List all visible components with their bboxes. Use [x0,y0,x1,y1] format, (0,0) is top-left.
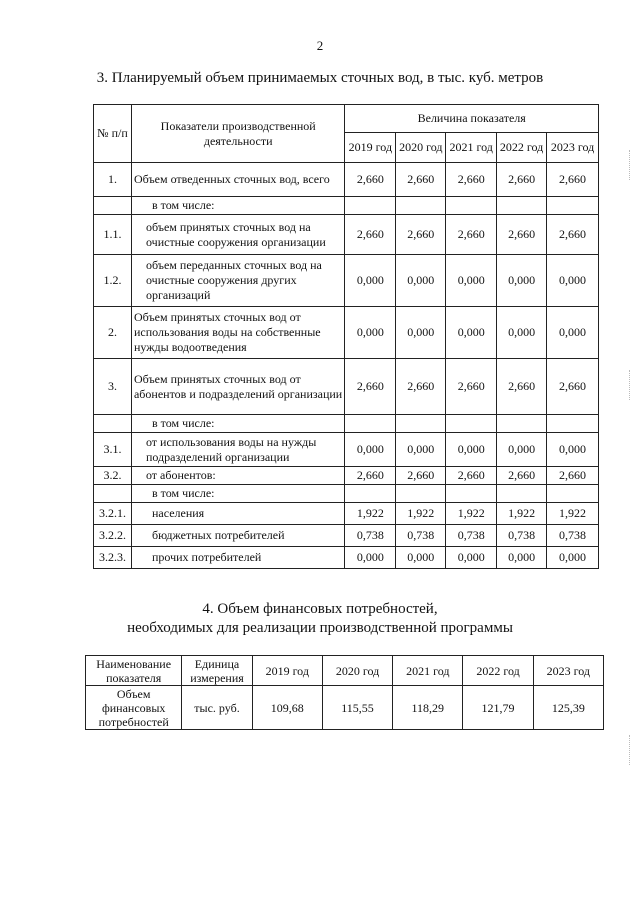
header-year: 2020 год [322,656,392,686]
header-year: 2021 год [393,656,463,686]
financial-row-name: Объем финансовых потребностей [86,686,182,730]
row-number: 1.1. [94,215,132,255]
financial-value: 115,55 [322,686,392,730]
row-value: 0,000 [497,255,547,307]
row-value: 0,000 [396,433,446,467]
row-value: 2,660 [547,163,599,197]
section-4-title-line-2: необходимых для реализации производственной программы [127,620,513,636]
row-value [547,415,599,433]
table-row [94,255,599,307]
financial-value: 118,29 [393,686,463,730]
row-label: бюджетных потребителей [131,525,344,547]
row-value: 2,660 [345,467,396,485]
financial-value: 109,68 [252,686,322,730]
scan-margin-mark [629,150,632,180]
row-number: 2. [94,307,132,359]
row-value: 1,922 [497,503,547,525]
row-number: 3. [94,359,132,415]
section-4-title-line-1: 4. Объем финансовых потребностей, [202,601,438,617]
row-value: 2,660 [547,359,599,415]
page-number: 2 [316,38,324,53]
table-row [94,433,599,467]
row-value: 0,000 [446,433,497,467]
row-value: 0,000 [547,255,599,307]
row-label: Объем принятых сточных вод от абонентов и подразделений организации [131,359,344,415]
table-row [94,359,599,415]
table-row [94,163,599,197]
row-label: объем принятых сточных вод на очистные сооружения организации [131,215,344,255]
row-value [446,485,497,503]
row-value: 2,660 [446,163,497,197]
row-number: 1. [94,163,132,197]
row-value: 0,738 [396,525,446,547]
row-value: 0,000 [446,547,497,569]
financial-row-unit: тыс. руб. [182,686,252,730]
row-value: 2,660 [497,467,547,485]
row-value [345,197,396,215]
scan-margin-mark [629,370,632,400]
row-value: 0,738 [497,525,547,547]
table-row [94,485,599,503]
row-value: 2,660 [345,215,396,255]
table-row [94,215,599,255]
row-value: 2,660 [446,467,497,485]
table-row [94,525,599,547]
row-number: 1.2. [94,255,132,307]
row-value: 2,660 [446,215,497,255]
header-unit: Единица измерения [182,656,252,686]
row-number: 3.2. [94,467,132,485]
row-label: в том числе: [131,415,344,433]
row-value: 0,000 [345,307,396,359]
row-number [94,197,132,215]
row-value: 2,660 [497,215,547,255]
row-value [396,415,446,433]
row-value: 0,000 [497,547,547,569]
row-value: 2,660 [345,163,396,197]
row-value: 0,738 [547,525,599,547]
row-label: Объем принятых сточных вод от использования воды на собственные нужды водоотведения [131,307,344,359]
row-value [497,197,547,215]
header-year: 2022 год [497,133,547,163]
row-value: 2,660 [547,467,599,485]
row-value: 0,000 [497,307,547,359]
table-row [94,467,599,485]
section-4-title [0,600,640,638]
header-value-group: Величина показателя [345,105,599,133]
row-number: 3.1. [94,433,132,467]
row-value: 0,000 [446,307,497,359]
row-label: объем переданных сточных вод на очистные сооружения других организаций [131,255,344,307]
row-value: 0,000 [547,307,599,359]
row-value: 2,660 [547,215,599,255]
row-value: 0,000 [497,433,547,467]
row-value: 0,000 [547,433,599,467]
header-year: 2023 год [547,133,599,163]
row-value: 0,000 [345,547,396,569]
row-number: 3.2.3. [94,547,132,569]
row-value: 0,738 [345,525,396,547]
row-value: 0,000 [547,547,599,569]
row-value [497,415,547,433]
scan-margin-mark [629,735,632,765]
table-row [94,307,599,359]
row-value: 1,922 [396,503,446,525]
row-number: 3.2.1. [94,503,132,525]
table-row [94,503,599,525]
row-value [547,197,599,215]
row-value: 0,000 [396,255,446,307]
row-label: прочих потребителей [131,547,344,569]
header-name: Наименование показателя [86,656,182,686]
row-label: от использования воды на нужды подразделений организации [131,433,344,467]
row-value [396,485,446,503]
row-value [396,197,446,215]
row-value [446,415,497,433]
row-value [446,197,497,215]
financial-value: 121,79 [463,686,533,730]
row-label: населения [131,503,344,525]
wastewater-volume-table [93,104,599,569]
row-value: 1,922 [547,503,599,525]
table-row [94,197,599,215]
row-label: в том числе: [131,485,344,503]
row-number: 3.2.2. [94,525,132,547]
row-value: 2,660 [396,163,446,197]
row-label: Объем отведенных сточных вод, всего [131,163,344,197]
row-label: в том числе: [131,197,344,215]
row-value: 2,660 [446,359,497,415]
row-value: 2,660 [497,163,547,197]
row-number [94,485,132,503]
row-value: 0,000 [345,255,396,307]
row-number [94,415,132,433]
row-value: 2,660 [396,215,446,255]
header-year: 2023 год [533,656,603,686]
row-value [497,485,547,503]
row-value: 2,660 [396,467,446,485]
row-value: 0,000 [345,433,396,467]
financial-value: 125,39 [533,686,603,730]
header-year: 2022 год [463,656,533,686]
row-label: от абонентов: [131,467,344,485]
header-year: 2019 год [252,656,322,686]
row-value: 0,738 [446,525,497,547]
row-value: 0,000 [396,307,446,359]
header-year: 2021 год [446,133,497,163]
header-year: 2020 год [396,133,446,163]
table-row [94,547,599,569]
header-num: № п/п [94,105,132,163]
header-indicator: Показатели производственной деятельности [131,105,344,163]
row-value [345,485,396,503]
row-value: 2,660 [345,359,396,415]
row-value [345,415,396,433]
row-value: 0,000 [396,547,446,569]
table-row [94,415,599,433]
row-value: 1,922 [446,503,497,525]
row-value: 2,660 [396,359,446,415]
financial-needs-table [85,655,604,730]
row-value: 1,922 [345,503,396,525]
row-value: 0,000 [446,255,497,307]
row-value [547,485,599,503]
row-value: 2,660 [497,359,547,415]
section-3-title: 3. Планируемый объем принимаемых сточных вод, в тыс. куб. метров [96,70,544,86]
header-year: 2019 год [345,133,396,163]
